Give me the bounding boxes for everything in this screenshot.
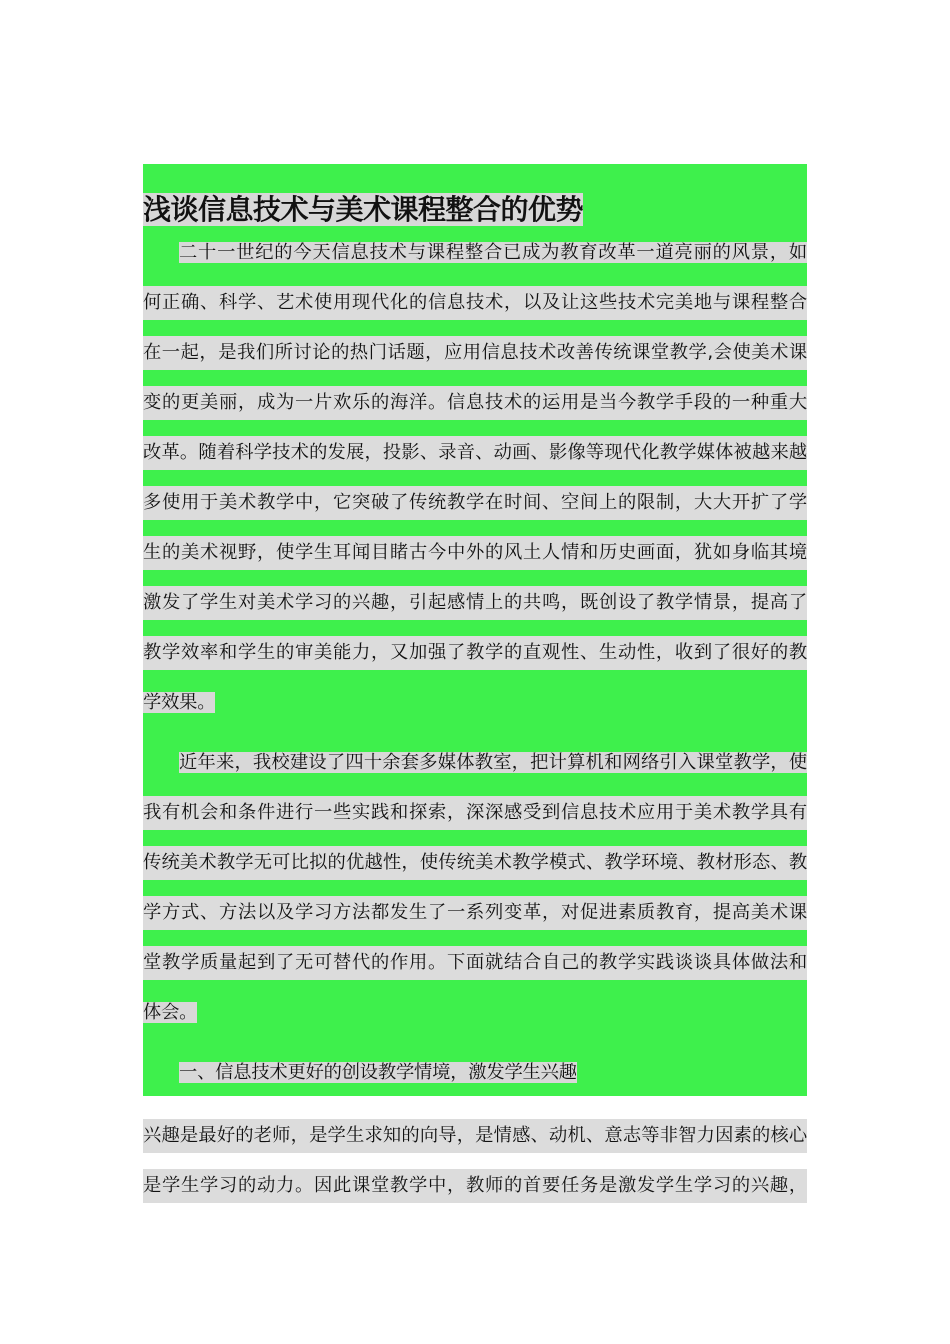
paragraph-1-line-1: 二十一世纪的今天信息技术与课程整合已成为教育改革一道亮丽的风景，如 bbox=[179, 242, 807, 263]
paragraph-1-line-9: 教学效率和学生的审美能力，又加强了教学的直观性、生动性，收到了很好的教 bbox=[143, 636, 807, 670]
paragraph-2-line-3: 传统美术教学无可比拟的优越性，使传统美术教学模式、教学环境、教材形态、教 bbox=[143, 846, 807, 880]
document-title: 浅谈信息技术与美术课程整合的优势 bbox=[143, 192, 584, 226]
paragraph-1-line-2: 何正确、科学、艺术使用现代化的信息技术，以及让这些技术完美地与课程整合 bbox=[143, 286, 807, 320]
paragraph-2-line-1: 近年来，我校建设了四十余套多媒体教室，把计算机和网络引入课堂教学，使 bbox=[179, 752, 807, 773]
paragraph-1-line-5: 改革。随着科学技术的发展，投影、录音、动画、影像等现代化教学媒体被越来越 bbox=[143, 436, 807, 470]
paragraph-2-line-4: 学方式、方法以及学习方法都发生了一系列变革，对促进素质教育，提高美术课 bbox=[143, 896, 807, 930]
paragraph-4-line-2: 是学生学习的动力。因此课堂教学中，教师的首要任务是激发学生学习的兴趣， bbox=[143, 1169, 807, 1203]
paragraph-1-line-8: 激发了学生对美术学习的兴趣，引起感情上的共鸣，既创设了教学情景，提高了 bbox=[143, 586, 807, 620]
paragraph-2-line-6: 体会。 bbox=[143, 1002, 198, 1023]
paragraph-1-line-7: 生的美术视野，使学生耳闻目睹古今中外的风土人情和历史画面，犹如身临其境 bbox=[143, 536, 807, 570]
paragraph-2-line-5: 堂教学质量起到了无可替代的作用。下面就结合自己的教学实践谈谈具体做法和 bbox=[143, 946, 807, 980]
paragraph-1-line-10: 学效果。 bbox=[143, 692, 216, 713]
section-heading-1: 一、信息技术更好的创设教学情境，激发学生兴趣 bbox=[179, 1062, 577, 1083]
paragraph-2-line-2: 我有机会和条件进行一些实践和探索，深深感受到信息技术应用于美术教学具有 bbox=[143, 796, 807, 830]
paragraph-1-line-3: 在一起，是我们所讨论的热门话题，应用信息技术改善传统课堂教学,会使美术课 bbox=[143, 336, 807, 370]
paragraph-1-line-6: 多使用于美术教学中，它突破了传统教学在时间、空间上的限制，大大开扩了学 bbox=[143, 486, 807, 520]
paragraph-1-line-4: 变的更美丽，成为一片欢乐的海洋。信息技术的运用是当今教学手段的一种重大 bbox=[143, 386, 807, 420]
paragraph-4-line-1: 兴趣是最好的老师，是学生求知的向导，是情感、动机、意志等非智力因素的核心 bbox=[143, 1119, 807, 1153]
